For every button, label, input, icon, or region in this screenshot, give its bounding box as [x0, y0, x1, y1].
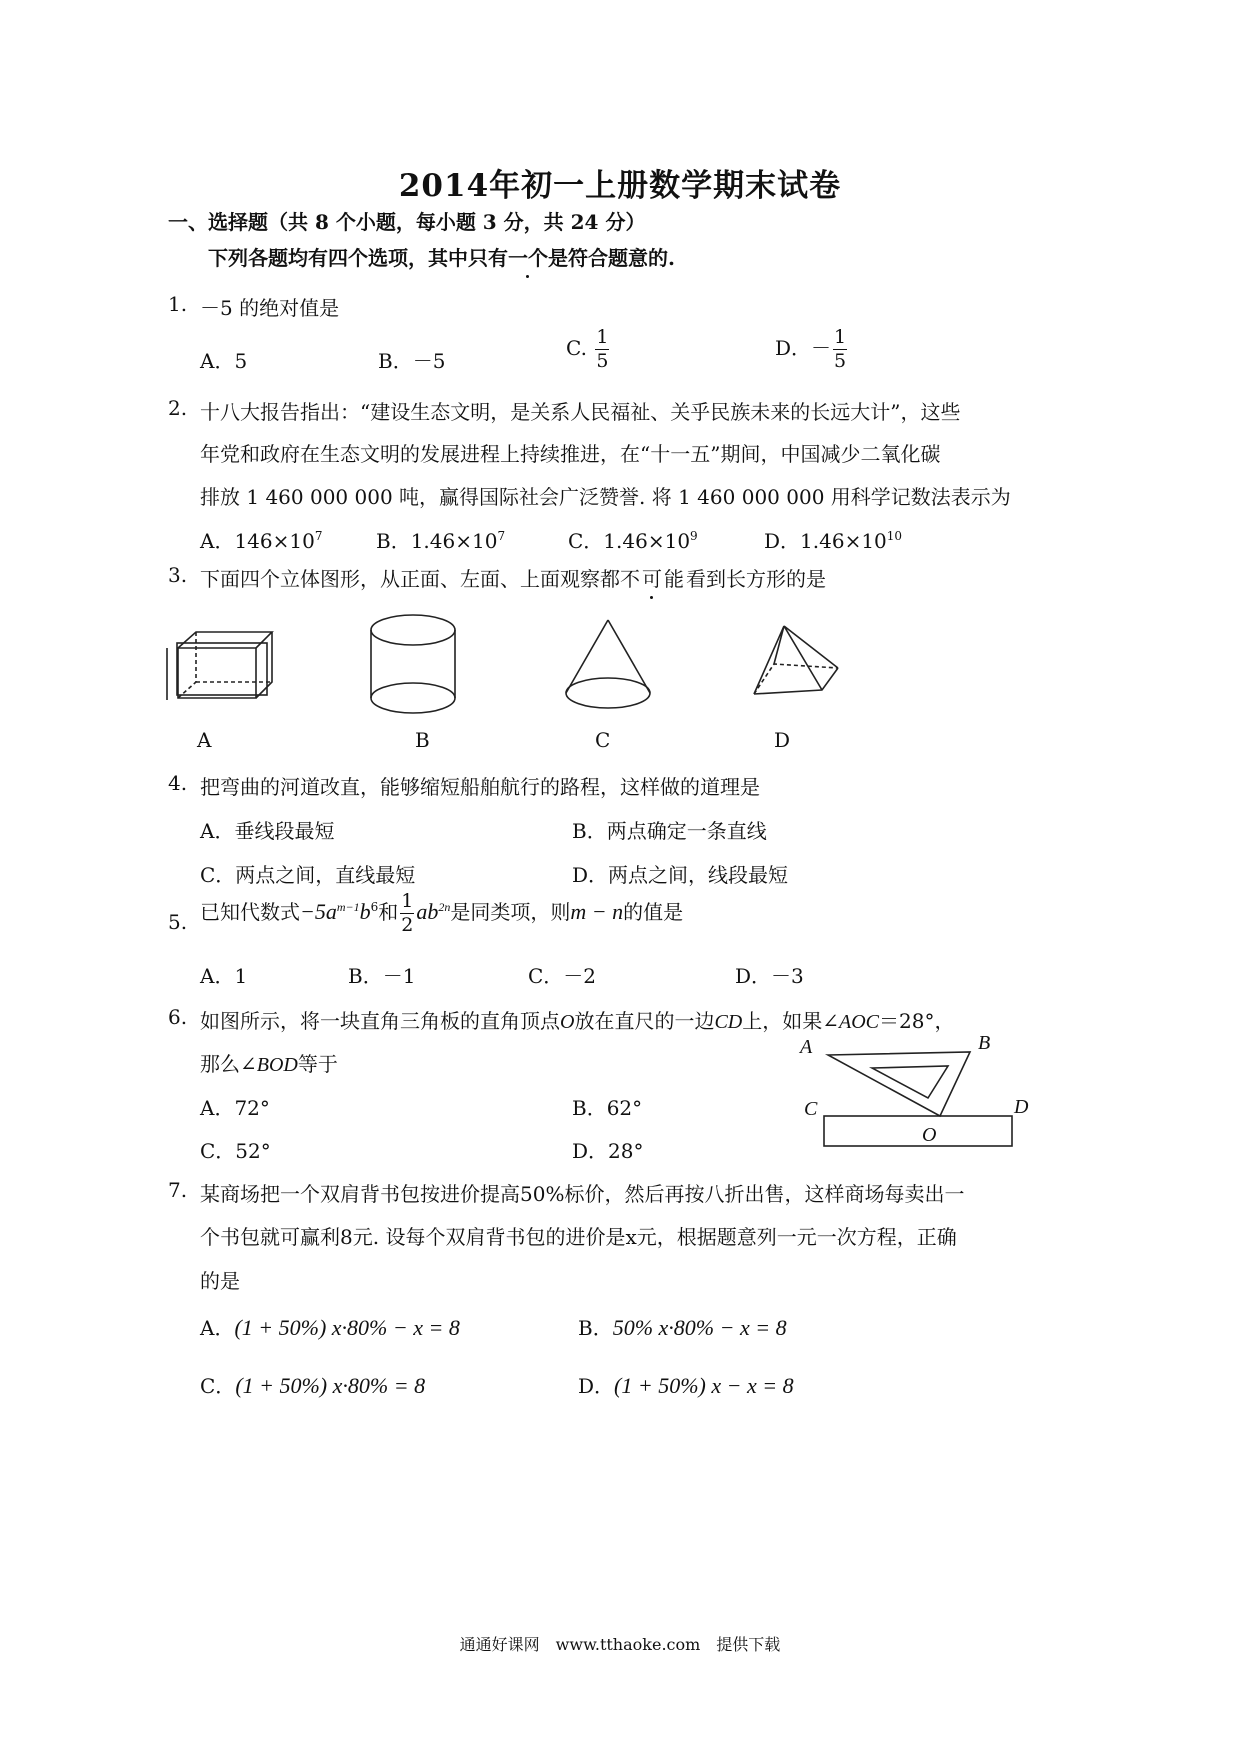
q1-option-c — [566, 328, 611, 371]
q5-frac-num: 1 — [401, 890, 414, 912]
q6-segment-cd: CD — [714, 1011, 743, 1033]
q2-d-exponent: 10 — [886, 529, 903, 543]
q6-angle-bod: BOD — [256, 1054, 298, 1076]
q1-d-label: D．－ — [775, 336, 832, 360]
q5-expr2: ab — [416, 899, 439, 924]
cube-figure-a — [162, 626, 282, 706]
pyramid-figure-d — [746, 618, 856, 708]
q5-stem — [200, 892, 683, 935]
q6-option-c: C．52° — [200, 1139, 271, 1163]
q6-line1-b: 放在直尺的一边 — [574, 1009, 715, 1033]
q5-expr1b: b — [359, 899, 371, 924]
q6-line1-d: ＝28°， — [879, 1009, 955, 1033]
q5-number: 5. — [168, 910, 188, 934]
instruction-prefix: 下列各题均有四个选项，其中只有 — [208, 246, 508, 270]
q1-c-label: C. — [566, 336, 587, 360]
q6-line2 — [200, 1048, 338, 1077]
q5-exp2: 2n — [438, 900, 451, 914]
q5-stem-mid: 是同类项，则 — [450, 900, 571, 924]
q6-line2-b: 等于 — [297, 1052, 338, 1076]
q6-line1-a: 如图所示，将一块直角三角板的直角顶点 — [200, 1009, 560, 1033]
q7-d-label: D． — [578, 1374, 615, 1398]
fig-label-d: D — [1014, 1096, 1029, 1118]
q4-option-a: A．垂线段最短 — [200, 819, 335, 843]
q5-option-a: A．1 — [200, 964, 248, 988]
q4-option-b: B．两点确定一条直线 — [572, 819, 767, 843]
instruction-suffix: 是符合题意的. — [548, 246, 675, 270]
q7-a-label: A． — [200, 1316, 235, 1340]
q2-number: 2. — [168, 396, 188, 420]
q1-d-denominator: 5 — [834, 350, 847, 372]
q7-option-d — [578, 1370, 794, 1399]
q5-frac-den: 2 — [401, 914, 414, 936]
q7-line3: 的是 — [200, 1269, 240, 1293]
q3-stem-emphasis: 不可能 — [620, 567, 686, 591]
q2-a-exponent: 7 — [314, 529, 323, 543]
footer-text: 通通好课网 www.tthaoke.com 提供下载 — [459, 1635, 781, 1654]
cylinder-figure-b — [368, 610, 468, 720]
q7-line1: 某商场把一个双肩背书包按进价提高50%标价，然后再按八折出售，这样商场每卖出一 — [200, 1182, 965, 1206]
q2-option-b — [376, 525, 505, 554]
q3-stem-suffix: 看到长方形的是 — [686, 567, 826, 591]
q7-d-expression: (1 + 50%) x − x = 8 — [614, 1373, 794, 1398]
q2-line3: 排放 1 460 000 000 吨，赢得国际社会广泛赞誉. 将 1 460 000 000 用科学记数法表示为 — [200, 485, 1011, 509]
q2-line1: 十八大报告指出：“建设生态文明，是关系人民福祉、关乎民族未来的长远大计”，这些 — [200, 400, 961, 424]
q5-exp1b: 6 — [370, 900, 379, 914]
page-title: 2014年初一上册数学期末试卷 — [398, 168, 842, 204]
q7-line2: 个书包就可赢利8元. 设每个双肩背书包的进价是x元，根据题意列一元一次方程，正确 — [200, 1225, 957, 1249]
q7-b-label: B． — [578, 1316, 613, 1340]
q6-point-o: O — [560, 1011, 575, 1033]
q7-number: 7. — [168, 1178, 188, 1202]
q7-option-a — [200, 1312, 460, 1341]
q7-c-label: C． — [200, 1374, 236, 1398]
q1-option-d — [775, 328, 849, 371]
q2-b-exponent: 7 — [497, 529, 506, 543]
q1-c-denominator: 5 — [596, 350, 609, 372]
q5-fraction — [400, 892, 414, 935]
q2-d-text: D．1.46×10 — [764, 529, 887, 553]
q2-line2: 年党和政府在生态文明的发展进程上持续推进，在“十一五”期间，中国减少二氧化碳 — [200, 442, 941, 466]
q5-expr1: −5a — [300, 899, 337, 924]
instruction-emphasis: 一个 — [508, 246, 548, 270]
q2-c-text: C．1.46×10 — [568, 529, 691, 553]
q1-option-a: A．5 — [200, 349, 248, 373]
q5-exp1: m−1 — [336, 900, 360, 914]
q5-option-c: C．－2 — [528, 964, 597, 988]
q4-option-d: D．两点之间，线段最短 — [572, 863, 789, 887]
q7-c-expression: (1 + 50%) x·80% = 8 — [235, 1373, 426, 1398]
section-heading: 一、选择题（共 8 个小题，每小题 3 分，共 24 分） — [168, 210, 646, 234]
q1-d-numerator: 1 — [834, 326, 847, 348]
q2-option-d — [764, 525, 902, 554]
q3-label-d: D — [774, 728, 791, 752]
fig-label-a: A — [800, 1036, 813, 1058]
cone-figure-c — [560, 610, 660, 720]
q2-b-text: B．1.46×10 — [376, 529, 498, 553]
q3-label-c: C — [595, 728, 611, 752]
q7-a-expression: (1 + 50%) x·80% − x = 8 — [234, 1315, 460, 1340]
q3-stem — [200, 563, 826, 592]
fig-label-b: B — [978, 1032, 991, 1054]
q5-option-b: B．－1 — [348, 964, 416, 988]
q3-label-a: A — [197, 728, 212, 752]
q1-c-fraction — [595, 328, 609, 371]
q1-option-b: B．－5 — [378, 349, 446, 373]
q2-option-c — [568, 525, 698, 554]
q3-stem-prefix: 下面四个立体图形，从正面、左面、上面观察都 — [200, 567, 620, 591]
q7-option-b — [578, 1312, 787, 1341]
q4-number: 4. — [168, 771, 188, 795]
q1-number: 1. — [168, 292, 188, 316]
fig-label-o: O — [922, 1124, 937, 1146]
set-square-ruler-figure — [800, 1030, 1040, 1160]
q7-b-expression: 50% x·80% − x = 8 — [612, 1315, 787, 1340]
q4-option-c: C．两点之间，直线最短 — [200, 863, 416, 887]
q4-stem: 把弯曲的河道改直，能够缩短船舶航行的路程，这样做的道理是 — [200, 775, 760, 799]
fig-label-c: C — [804, 1098, 818, 1120]
q1-stem: －5 的绝对值是 — [200, 296, 340, 320]
q5-expr3: m − n — [570, 899, 624, 924]
q6-line1-c: 上，如果∠ — [742, 1009, 840, 1033]
q5-and: 和 — [378, 900, 399, 924]
q6-angle-aoc: AOC — [839, 1011, 880, 1033]
q3-label-b: B — [415, 728, 430, 752]
q7-option-c — [200, 1370, 425, 1399]
q1-c-numerator: 1 — [596, 326, 609, 348]
q2-option-a — [200, 525, 322, 554]
q6-number: 6. — [168, 1005, 188, 1029]
q6-option-b: B．62° — [572, 1096, 643, 1120]
q6-option-d: D．28° — [572, 1139, 644, 1163]
q3-number: 3. — [168, 563, 188, 587]
q2-c-exponent: 9 — [690, 529, 698, 543]
q1-d-fraction — [833, 328, 847, 371]
q2-a-text: A．146×10 — [200, 529, 315, 553]
q5-stem-end: 的值是 — [623, 900, 684, 924]
q5-option-d: D．－3 — [735, 964, 804, 988]
section-instruction — [208, 242, 675, 271]
q6-option-a: A．72° — [200, 1096, 270, 1120]
q5-stem-pre: 已知代数式 — [200, 900, 300, 924]
q6-line2-a: 那么∠ — [200, 1052, 257, 1076]
